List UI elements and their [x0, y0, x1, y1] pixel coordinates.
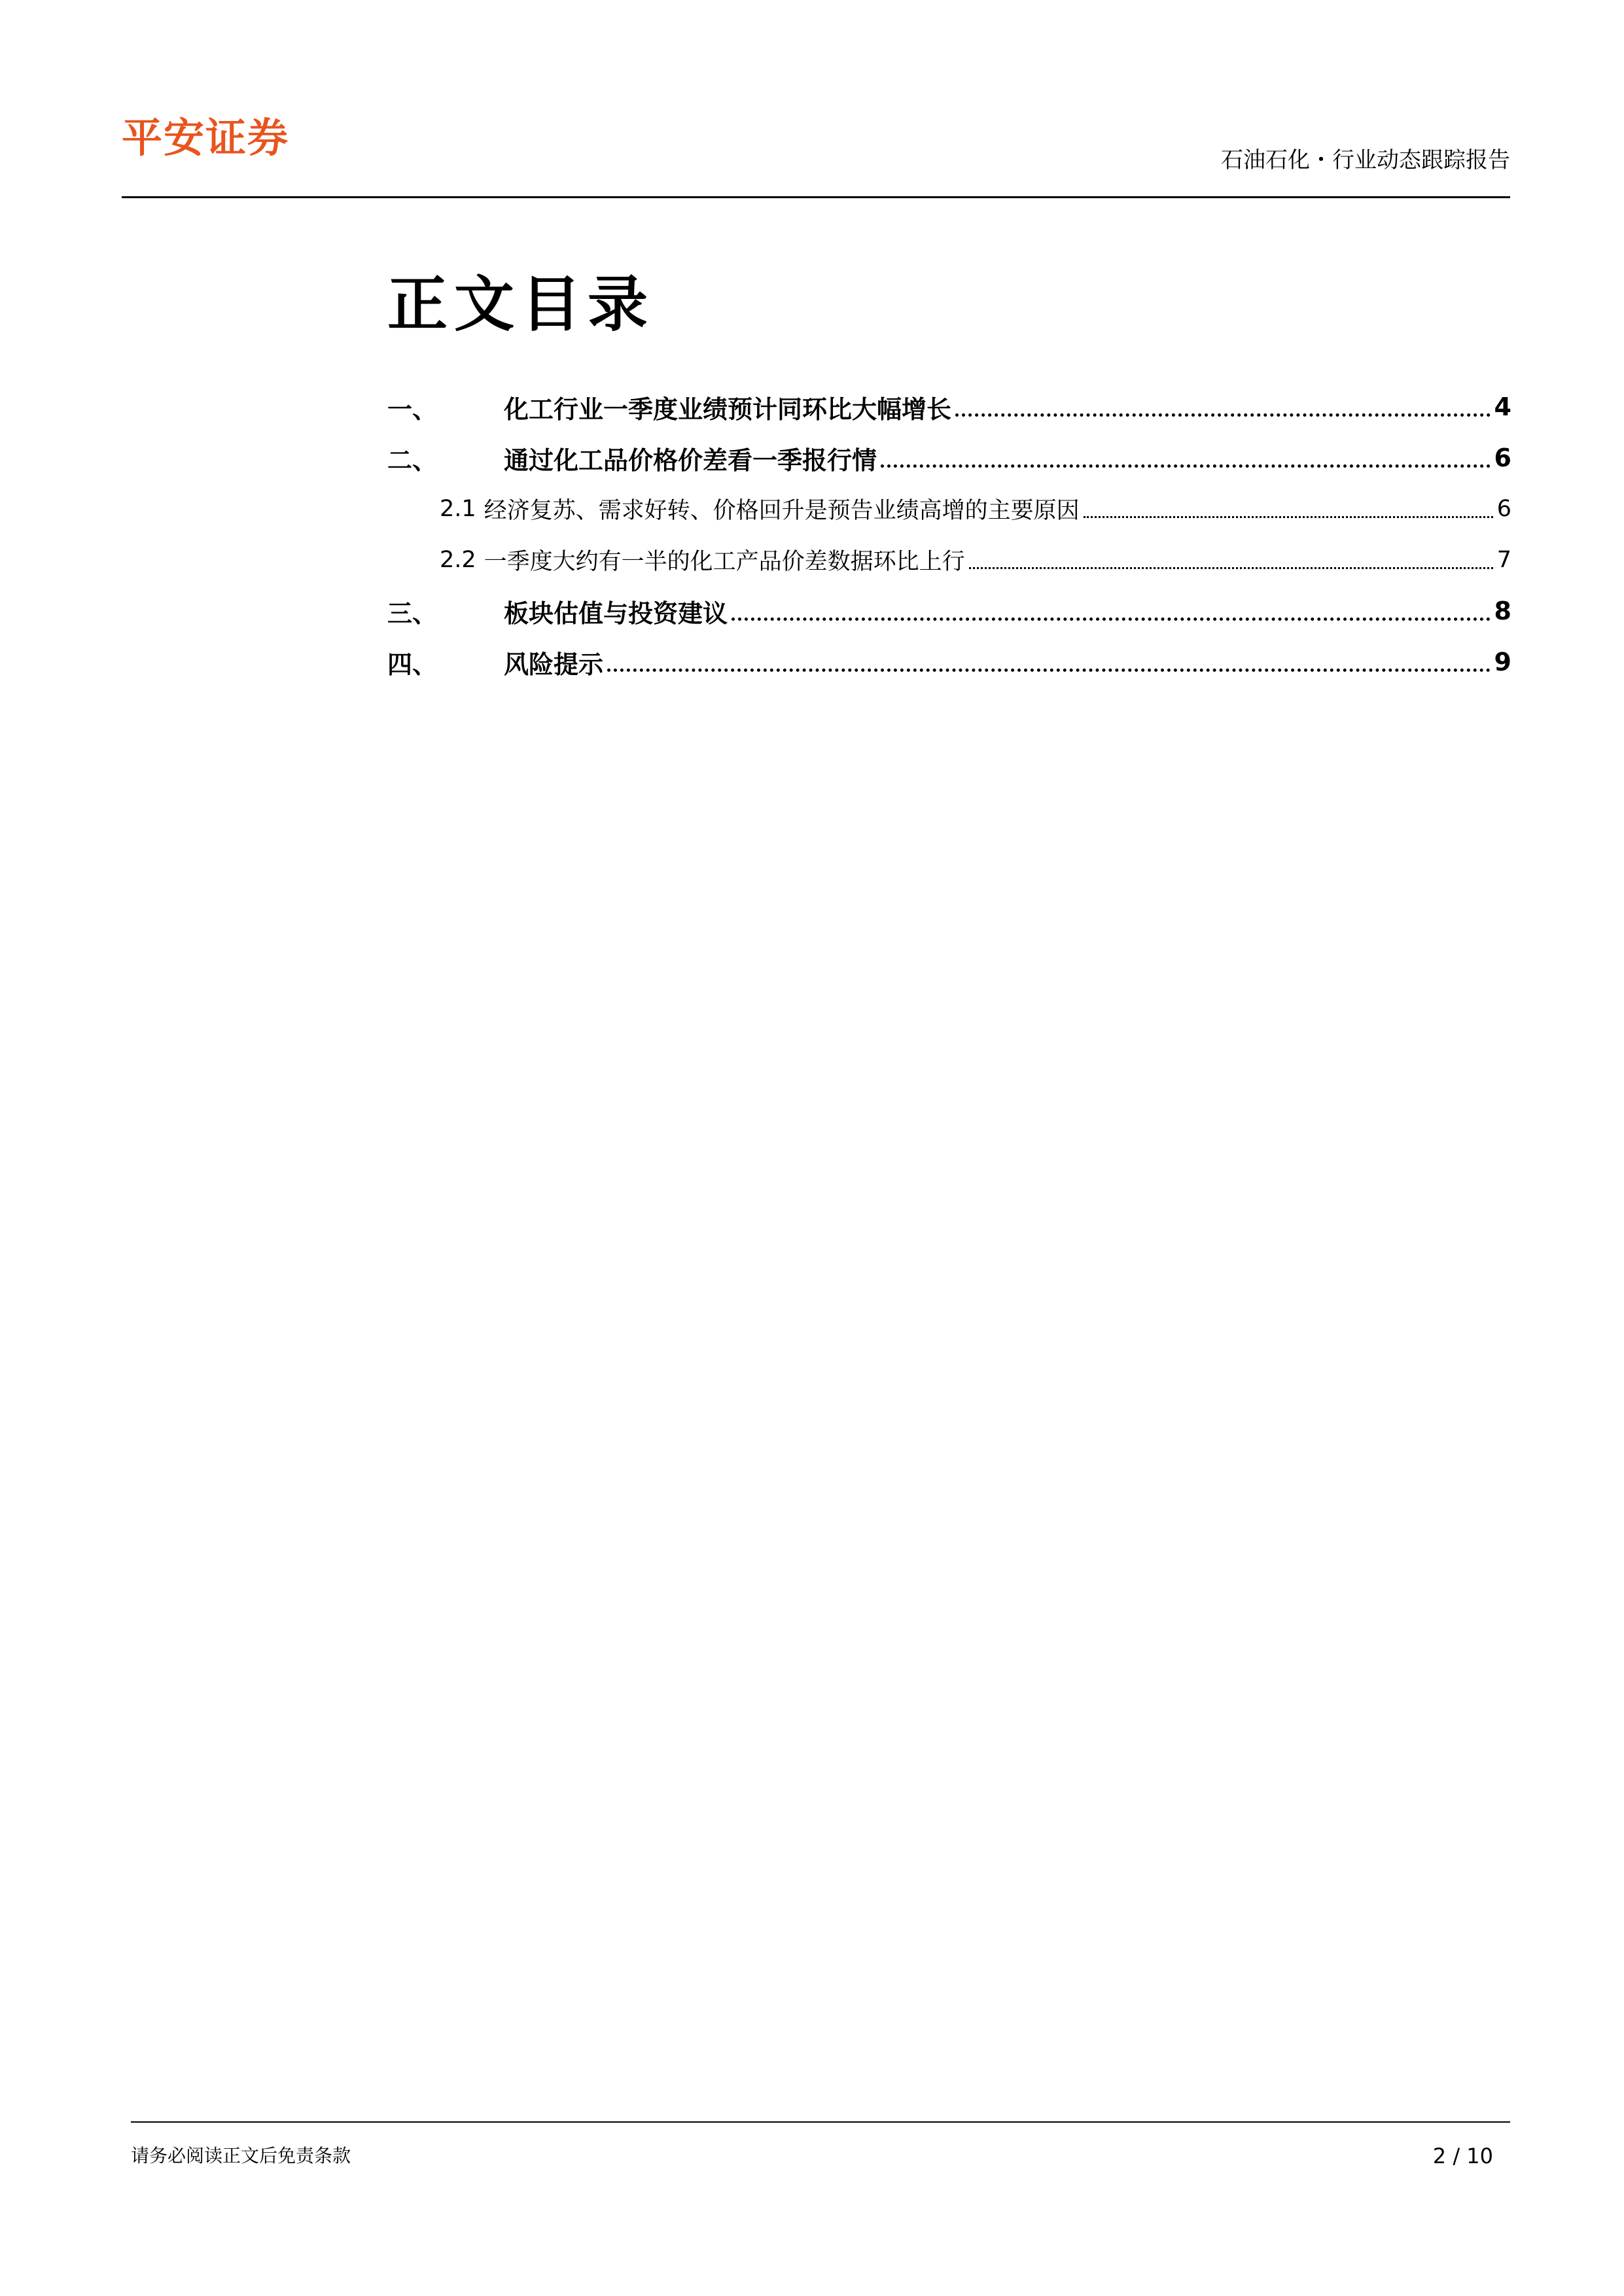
toc-entry-title: 风险提示	[504, 650, 604, 679]
toc-entry-page: 4	[1494, 392, 1511, 421]
toc-entry-page: 7	[1496, 547, 1511, 573]
toc-entry-number: 2.2	[440, 547, 476, 573]
toc-entry-title: 板块估值与投资建议	[504, 599, 728, 628]
toc-dot-leader	[969, 567, 1493, 569]
toc-entry-page: 8	[1494, 597, 1511, 625]
toc-entry-title: 化工行业一季度业绩预计同环比大幅增长	[504, 394, 952, 424]
toc-entry-title: 经济复苏、需求好转、价格回升是预告业绩高增的主要原因	[484, 498, 1080, 524]
toc-entry-section-2[interactable]	[387, 432, 1511, 483]
toc-entry-page: 6	[1496, 496, 1511, 522]
footer-divider	[131, 2121, 1510, 2123]
toc-entry-section-3[interactable]	[387, 585, 1511, 636]
toc-entry-number: 三、	[387, 599, 438, 628]
toc-dot-leader	[732, 617, 1491, 621]
table-of-contents	[387, 381, 1511, 687]
toc-entry-section-1[interactable]	[387, 381, 1511, 432]
toc-entry-page: 6	[1494, 444, 1511, 472]
toc-dot-leader	[607, 669, 1491, 672]
header-divider	[122, 196, 1510, 198]
toc-entry-number: 一、	[387, 394, 438, 424]
toc-entry-section-2-1[interactable]	[387, 483, 1511, 534]
toc-entry-number: 四、	[387, 650, 438, 679]
toc-entry-number: 2.1	[440, 496, 476, 522]
toc-entry-section-4[interactable]	[387, 636, 1511, 687]
company-logo: 平安证券	[122, 114, 290, 162]
toc-dot-leader	[955, 413, 1491, 417]
toc-entry-section-2-2[interactable]	[387, 534, 1511, 585]
toc-dot-leader	[1084, 516, 1493, 518]
toc-entry-title: 一季度大约有一半的化工产品价差数据环比上行	[484, 549, 965, 575]
toc-dot-leader	[881, 464, 1491, 468]
toc-entry-page: 9	[1494, 648, 1511, 676]
footer-disclaimer: 请务必阅读正文后免责条款	[131, 2145, 351, 2166]
page-number: 2 / 10	[1432, 2144, 1493, 2168]
toc-entry-number: 二、	[387, 445, 438, 475]
report-category: 石油石化・行业动态跟踪报告	[1221, 147, 1510, 173]
toc-title: 正文目录	[387, 270, 655, 339]
toc-entry-title: 通过化工品价格价差看一季报行情	[504, 445, 877, 475]
